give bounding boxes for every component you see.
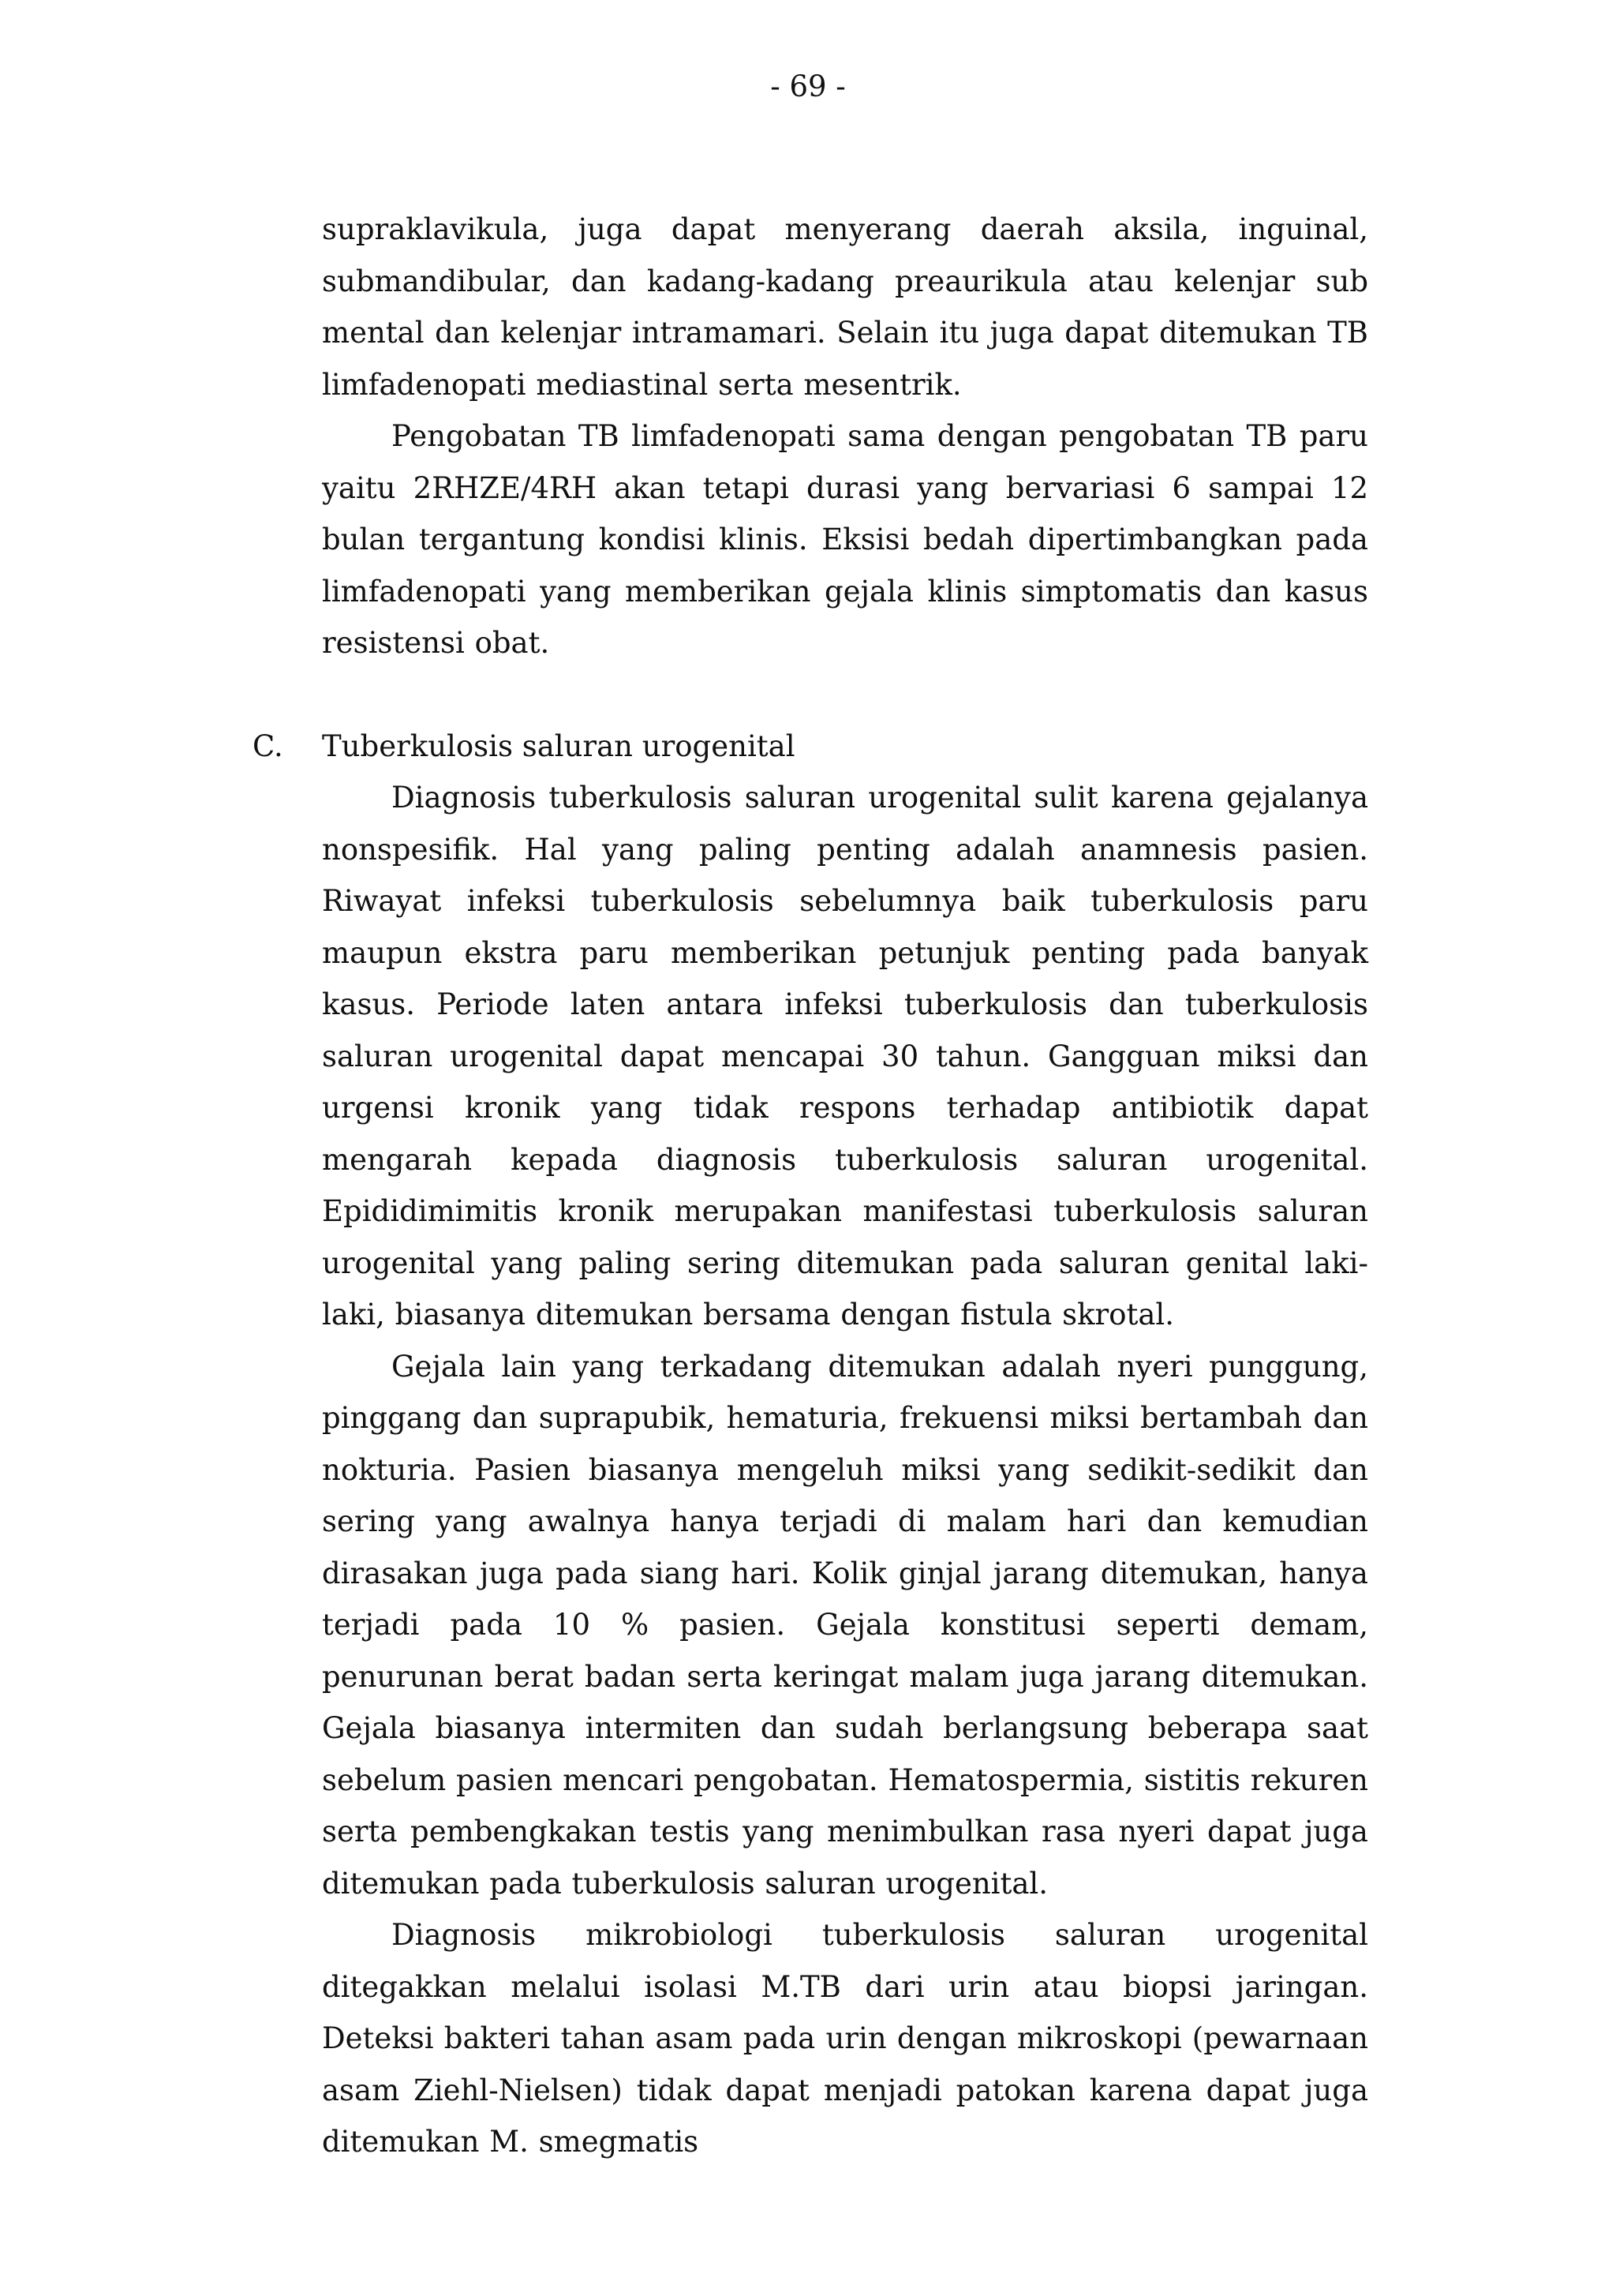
section-heading [252,721,1368,773]
paragraph-diagnosis: Diagnosis tuberkulosis saluran urogenital sulit karena gejalanya nonspesifik. Hal yang paling penting adalah anamnesis pasien. Riwayat infeksi tuberkulosis sebelumnya baik tuberkulosis paru maupun ekstra paru memberikan petunjuk penting pada banyak kasus. Periode laten antara infeksi tuberkulosis dan tuberkulosis saluran urogenital dapat mencapai 30 tahun. Gangguan miksi dan urgensi kronik yang tidak respons terhadap antibiotik dapat mengarah kepada diagnosis tuberkulosis saluran urogenital. Epididimimitis kronik merupakan manifestasi tuberkulosis saluran urogenital yang paling sering ditemukan pada saluran genital laki-laki, biasanya ditemukan bersama dengan fistula skrotal. [322,781,1368,1332]
document-body [252,204,1368,2168]
paragraph-microbiology: Diagnosis mikrobiologi tuberkulosis saluran urogenital ditegakkan melalui isolasi M.TB dari urin atau biopsi jaringan. Deteksi bakteri tahan asam pada urin dengan mikroskopi (pewarnaan asam Ziehl-Nielsen) tidak dapat menjadi patokan karena dapat juga ditemukan M. smegmatis [322,1918,1368,2159]
section-letter: C. [252,729,283,763]
paragraph-treatment: Pengobatan TB limfadenopati sama dengan pengobatan TB paru yaitu 2RHZE/4RH akan tetapi durasi yang bervariasi 6 sampai 12 bulan tergantung kondisi klinis. Eksisi bedah dipertimbangkan pada limfadenopati yang memberikan gejala klinis simptomatis dan kasus resistensi obat. [322,419,1368,660]
paragraph-symptoms: Gejala lain yang terkadang ditemukan adalah nyeri punggung, pinggang dan suprapubik, hematuria, frekuensi miksi bertambah dan nokturia. Pasien biasanya mengeluh miksi yang sedikit-sedikit dan sering yang awalnya hanya terjadi di malam hari dan kemudian dirasakan juga pada siang hari. Kolik ginjal jarang ditemukan, hanya terjadi pada 10 % pasien. Gejala konstitusi seperti demam, penurunan berat badan serta keringat malam juga jarang ditemukan. Gejala biasanya intermiten dan sudah berlangsung beberapa saat sebelum pasien mencari pengobatan. Hematospermia, sistitis rekuren serta pembengkakan testis yang menimbulkan rasa nyeri dapat juga ditemukan pada tuberkulosis saluran urogenital. [322,1349,1368,1901]
section-title: Tuberkulosis saluran urogenital [322,729,795,763]
page-number: - 69 - [770,69,846,103]
paragraph-continuation: supraklavikula, juga dapat menyerang daerah aksila, inguinal, submandibular, dan kadang-kadang preaurikula atau kelenjar sub mental dan kelenjar intramamari. Selain itu juga dapat ditemukan TB limfadenopati mediastinal serta mesentrik. [322,212,1368,402]
